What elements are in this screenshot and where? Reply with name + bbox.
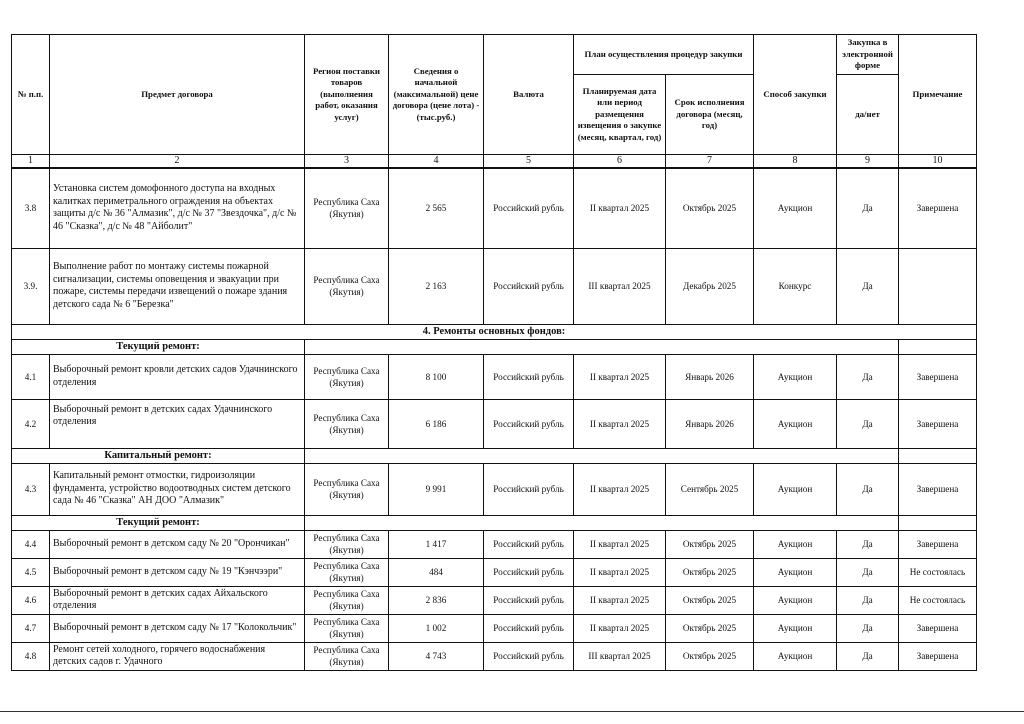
row-currency: Российский рубль [484,642,574,670]
column-numbers-row [12,155,977,169]
header-note: Примечание [899,35,977,155]
row-region: Республика Саха (Якутия) [305,586,389,614]
col-number: 10 [899,155,977,169]
row-currency: Российский рубль [484,248,574,324]
row-region: Республика Саха (Якутия) [305,354,389,399]
row-term: Январь 2026 [666,399,754,448]
row-region: Республика Саха (Якутия) [305,168,389,248]
row-term: Октябрь 2025 [666,614,754,642]
row-price: 6 186 [389,399,484,448]
row-price: 2 836 [389,586,484,614]
col-number: 6 [574,155,666,169]
row-plan-date: II квартал 2025 [574,558,666,586]
table-row [12,399,977,448]
row-price: 9 991 [389,463,484,515]
table-row [12,614,977,642]
row-method: Конкурс [754,248,837,324]
row-region: Республика Саха (Якутия) [305,463,389,515]
section-row [12,324,977,339]
subsection-title: Текущий ремонт: [12,339,305,354]
header-plan-group: План осуществления процедур закупки [574,35,754,75]
row-num: 4.3 [12,463,50,515]
row-currency: Российский рубль [484,168,574,248]
row-num: 4.2 [12,399,50,448]
subsection-row [12,515,977,530]
subsection-title: Текущий ремонт: [12,515,305,530]
row-electronic: Да [837,558,899,586]
col-number: 5 [484,155,574,169]
row-plan-date: II квартал 2025 [574,614,666,642]
row-num: 4.7 [12,614,50,642]
row-currency: Российский рубль [484,463,574,515]
row-method: Аукцион [754,586,837,614]
row-electronic: Да [837,463,899,515]
row-price: 1 002 [389,614,484,642]
row-price: 4 743 [389,642,484,670]
header-electronic-group: Закупка в электронной форме [837,35,899,75]
row-electronic: Да [837,614,899,642]
row-subject: Выборочный ремонт в детских садах Айхальского отделения [50,586,305,614]
row-method: Аукцион [754,642,837,670]
row-subject: Выборочный ремонт кровли детских садов Удачнинского отделения [50,354,305,399]
row-price: 8 100 [389,354,484,399]
row-note: Завершена [899,642,977,670]
row-subject: Выборочный ремонт в детском саду № 17 "Колокольчик" [50,614,305,642]
header-subject: Предмет договора [50,35,305,155]
row-note: Завершена [899,354,977,399]
header-electronic-yesno: да/нет [837,75,899,155]
row-method: Аукцион [754,614,837,642]
row-price: 484 [389,558,484,586]
row-region: Республика Саха (Якутия) [305,399,389,448]
row-plan-date: II квартал 2025 [574,586,666,614]
row-term: Октябрь 2025 [666,558,754,586]
row-electronic: Да [837,168,899,248]
col-number: 7 [666,155,754,169]
row-note [899,248,977,324]
row-subject: Капитальный ремонт отмостки, гидроизоляции фундамента, устройство водоотводных систем детского сада № 46 "Сказка" АН ДОО "Алмазик" [50,463,305,515]
table-row [12,354,977,399]
row-subject: Выполнение работ по монтажу системы пожарной сигнализации, системы оповещения и эвакуации при пожаре, системы передачи извещений о пожаре здания детского сада № 6 "Березка" [50,248,305,324]
row-currency: Российский рубль [484,354,574,399]
row-price: 2 565 [389,168,484,248]
row-note: Завершена [899,463,977,515]
row-num: 4.4 [12,530,50,558]
row-electronic: Да [837,248,899,324]
table-row [12,168,977,248]
row-plan-date: III квартал 2025 [574,248,666,324]
row-currency: Российский рубль [484,530,574,558]
table-row [12,558,977,586]
row-term: Декабрь 2025 [666,248,754,324]
row-term: Октябрь 2025 [666,168,754,248]
col-number: 1 [12,155,50,169]
row-price: 1 417 [389,530,484,558]
row-electronic: Да [837,586,899,614]
row-note: Завершена [899,168,977,248]
row-region: Республика Саха (Якутия) [305,530,389,558]
subsection-row [12,339,977,354]
table-row [12,586,977,614]
header-method: Способ закупки [754,35,837,155]
row-term: Октябрь 2025 [666,530,754,558]
row-note: Не состоялась [899,558,977,586]
row-term: Октябрь 2025 [666,586,754,614]
row-currency: Российский рубль [484,614,574,642]
row-plan-date: III квартал 2025 [574,642,666,670]
row-note: Завершена [899,530,977,558]
row-electronic: Да [837,354,899,399]
row-subject: Ремонт сетей холодного, горячего водоснабжения детских садов г. Удачного [50,642,305,670]
row-plan-date: II квартал 2025 [574,530,666,558]
row-num: 3.9. [12,248,50,324]
row-subject: Выборочный ремонт в детском саду № 20 "Орончикан" [50,530,305,558]
row-term: Сентябрь 2025 [666,463,754,515]
row-method: Аукцион [754,558,837,586]
row-price: 2 163 [389,248,484,324]
row-num: 4.5 [12,558,50,586]
row-region: Республика Саха (Якутия) [305,614,389,642]
row-method: Аукцион [754,463,837,515]
table-row [12,248,977,324]
row-note: Завершена [899,614,977,642]
col-number: 9 [837,155,899,169]
table-row [12,463,977,515]
table-row [12,530,977,558]
col-number: 3 [305,155,389,169]
subsection-title: Капитальный ремонт: [12,448,305,463]
col-number: 4 [389,155,484,169]
row-plan-date: II квартал 2025 [574,463,666,515]
row-plan-date: II квартал 2025 [574,354,666,399]
row-method: Аукцион [754,399,837,448]
row-term: Январь 2026 [666,354,754,399]
row-region: Республика Саха (Якутия) [305,248,389,324]
page-bottom-divider [0,711,1024,712]
row-term: Октябрь 2025 [666,642,754,670]
table-row [12,642,977,670]
section-title: 4. Ремонты основных фондов: [12,324,977,339]
row-method: Аукцион [754,168,837,248]
row-num: 4.1 [12,354,50,399]
row-electronic: Да [837,642,899,670]
row-electronic: Да [837,530,899,558]
row-currency: Российский рубль [484,558,574,586]
procurement-table [11,34,977,671]
header-currency: Валюта [484,35,574,155]
row-note: Завершена [899,399,977,448]
row-currency: Российский рубль [484,586,574,614]
col-number: 8 [754,155,837,169]
row-num: 4.6 [12,586,50,614]
row-plan-date: II квартал 2025 [574,168,666,248]
row-method: Аукцион [754,530,837,558]
header-region: Регион поставки товаров (выполнения работ, оказания услуг) [305,35,389,155]
row-note: Не состоялась [899,586,977,614]
row-subject: Выборочный ремонт в детском саду № 19 "Кэнчээри" [50,558,305,586]
header-plan-date: Планируемая дата или период размещения извещения о закупке (месяц, квартал, год) [574,75,666,155]
header-term: Срок исполнения договора (месяц, год) [666,75,754,155]
header-price: Сведения о начальной (максимальной) цене договора (цене лота) - (тыс.руб.) [389,35,484,155]
row-num: 4.8 [12,642,50,670]
row-currency: Российский рубль [484,399,574,448]
row-method: Аукцион [754,354,837,399]
row-subject: Выборочный ремонт в детских садах Удачнинского отделения [50,399,305,448]
header-num: № п.п. [12,35,50,155]
row-electronic: Да [837,399,899,448]
row-region: Республика Саха (Якутия) [305,558,389,586]
row-subject: Установка систем домофонного доступа на входных калитках периметрального ограждения на объектах защиты д/с № 36 "Алмазик", д/с № 37 "Звездочка", д/с № 46 "Сказка", д/с № 48 "Айболит" [50,168,305,248]
col-number: 2 [50,155,305,169]
row-region: Республика Саха (Якутия) [305,642,389,670]
row-num: 3.8 [12,168,50,248]
row-plan-date: II квартал 2025 [574,399,666,448]
subsection-row [12,448,977,463]
